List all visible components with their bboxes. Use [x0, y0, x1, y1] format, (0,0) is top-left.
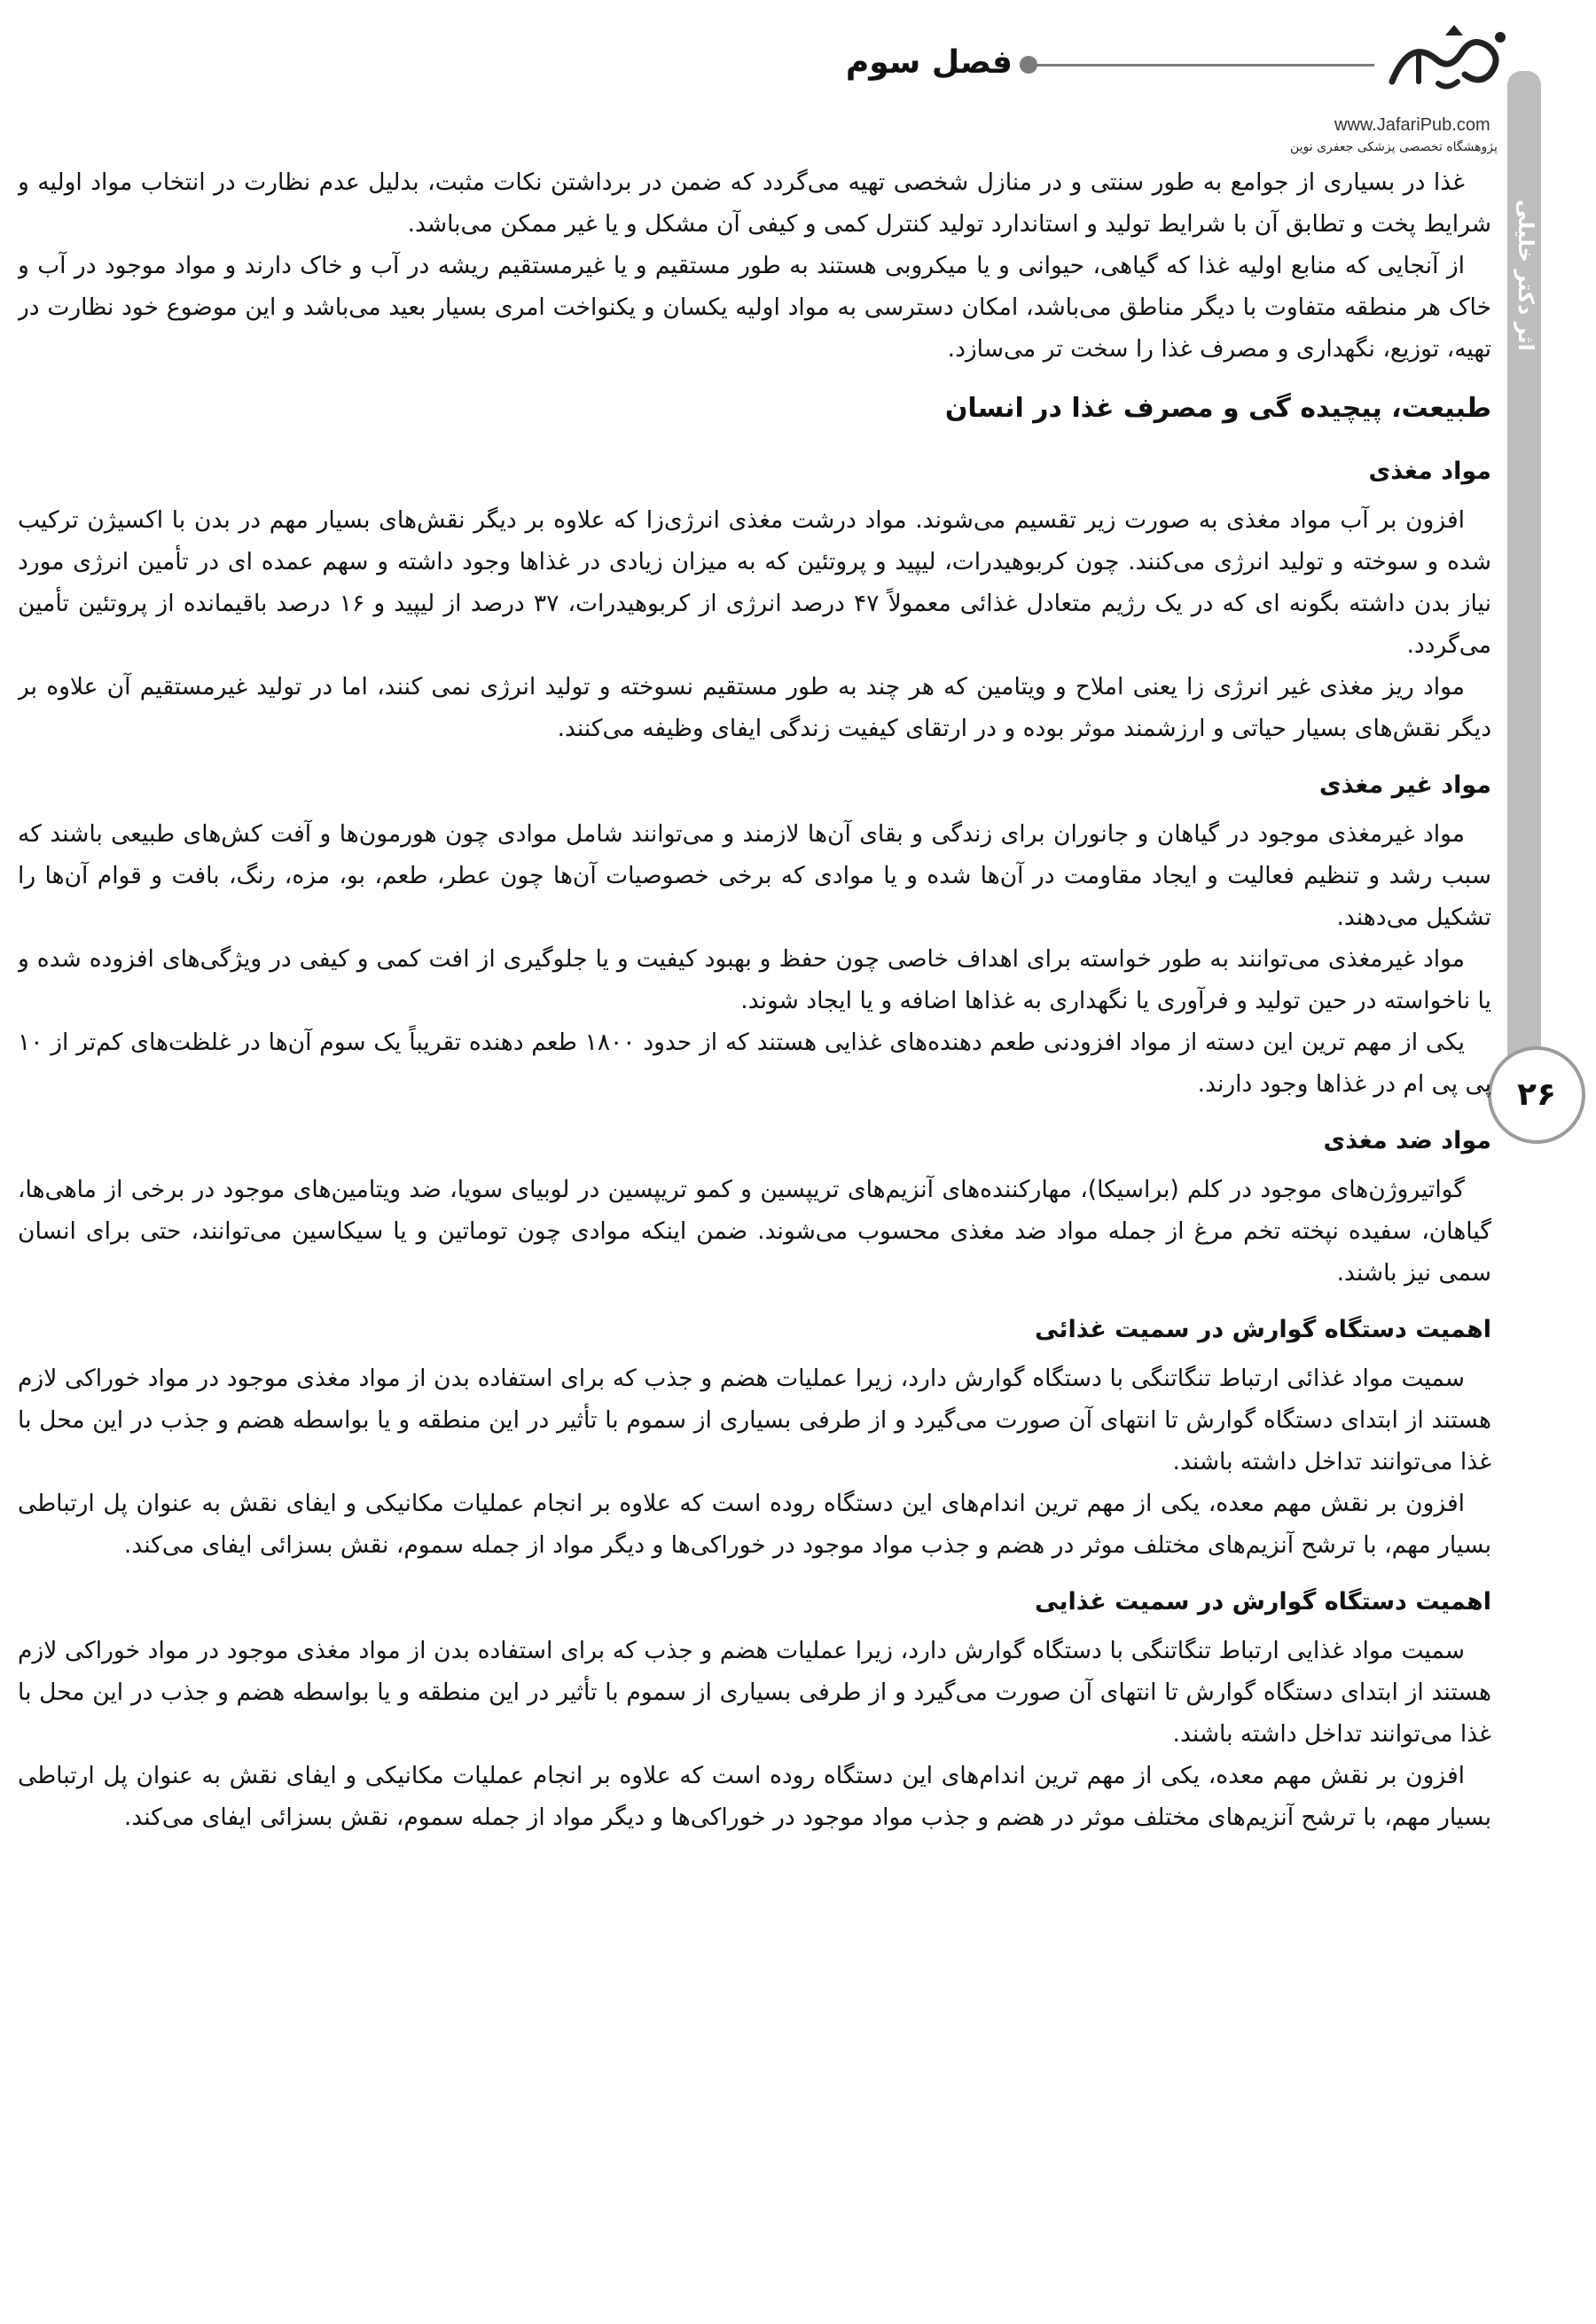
- paragraph: مواد غیرمغذی موجود در گیاهان و جانوران برای زندگی و بقای آن‌ها لازمند و می‌توانند شامل موادی چون هورمون‌ها و آفت کش‌های طبیعی باشند که سبب رشد و تنظیم فعالیت و ایجاد مقاومت در آن‌ها شده و یا موادی که برخی خصوصیات آن‌ها چون عطر، طعم، بو، مزه، رنگ، بافت و قوام آن‌ها را تشکیل می‌دهند.: [18, 820, 1491, 931]
- site-url: www.JafariPub.com: [1334, 115, 1490, 135]
- paragraph: سمیت مواد غذائی ارتباط تنگاتنگی با دستگاه گوارش دارد، زیرا عملیات هضم و جذب که برای استفاده بدن از مواد مغذی موجود در مواد خوراکی لازم هستند از ابتدای دستگاه گوارش تا انتهای آن صورت می‌گیرد و از طرفی بسیاری از سموم با تأثیر در این منطقه و یا بواسطه هضم و جذب در این محل با غذا می‌توانند تداخل داشته باشند.: [18, 1365, 1491, 1475]
- publisher-logo: [1383, 20, 1516, 99]
- subsection-heading: مواد غیر مغذی: [1318, 771, 1491, 799]
- publisher-name: پژوهشگاه تخصصی پزشکی جعفری نوین: [1290, 140, 1498, 154]
- section-heading: طبیعت، پیچیده گی و مصرف غذا در انسان: [944, 393, 1491, 424]
- paragraph: یکی از مهم ترین این دسته از مواد افزودنی طعم دهنده‌های غذایی هستند که از حدود ۱۸۰۰ طعم دهنده تقریباً یک سوم آن‌ها در غلظت‌های کم‌تر از ۱۰ پی پی ام در غذاها وجود دارند.: [18, 1029, 1491, 1098]
- paragraph: سمیت مواد غذایی ارتباط تنگاتنگی با دستگاه گوارش دارد، زیرا عملیات هضم و جذب که برای استفاده بدن از مواد مغذی موجود در مواد خوراکی لازم هستند از ابتدای دستگاه گوارش تا انتهای آن صورت می‌گیرد و از طرفی بسیاری از سموم با تأثیر در این منطقه و یا بواسطه هضم و جذب در این محل با غذا می‌توانند تداخل داشته باشند.: [18, 1637, 1491, 1748]
- page-header: [0, 0, 1596, 168]
- paragraph: از آنجایی که منابع اولیه غذا که گیاهی، حیوانی و یا میکروبی هستند به طور مستقیم و یا غیرمستقیم ریشه در آب و خاک دارند و مواد موجود در آب و خاک هر منطقه متفاوت با دیگر مناطق می‌باشد، امکان دسترسی به مواد اولیه یکسان و یکنواخت امری بسیار بعید می‌باشد و این موضوع خود نظارت در تهیه، توزیع، نگهداری و مصرف غذا را سخت تر می‌سازد.: [18, 252, 1491, 363]
- header-rule-dot: [1020, 56, 1037, 74]
- subsection-heading: مواد مغذی: [1368, 458, 1491, 485]
- subsection-heading: مواد ضد مغذی: [1323, 1127, 1491, 1154]
- page-number: ۲۶: [1517, 1076, 1556, 1113]
- header-rule: [1029, 64, 1374, 67]
- paragraph: افزون بر آب مواد مغذی به صورت زیر تقسیم می‌شوند. مواد درشت مغذی انرژی‌زا که علاوه بر دیگر نقش‌های بسیار مهم در بدن با اکسیژن ترکیب شده و سوخته و تولید انرژی می‌کنند. چون کربوهیدرات، لیپید و پروتئین که به میزان زیادی در غذاها وجود داشته و سهم عمده ای در تأمین انرژی مورد نیاز بدن داشته بگونه ای که در یک رژیم متعادل غذائی معمولاً ۴۷ درصد انرژی از کربوهیدرات، ۳۷ درصد از لیپید و ۱۶ درصد باقیمانده از پروتئین تأمین می‌گردد.: [18, 506, 1491, 659]
- page-body: [18, 161, 1491, 2316]
- paragraph: مواد غیرمغذی می‌توانند به طور خواسته برای اهداف خاصی چون حفظ و بهبود کیفیت و یا جلوگیری از افت کمی و کیفی در ویژگی‌های افزوده شده و یا ناخواسته در حین تولید و فرآوری یا نگهداری به غذاها اضافه و یا ایجاد شوند.: [18, 945, 1491, 1014]
- paragraph: مواد ریز مغذی غیر انرژی زا یعنی املاح و ویتامین که هر چند به طور مستقیم نسوخته و تولید انرژی نمی کنند، اما در تولید غیرمستقیم آن علاوه بر دیگر نقش‌های بسیار حیاتی و ارزشمند موثر بوده و در ارتقای کیفیت زندگی ایفای وظیفه می‌کنند.: [18, 673, 1491, 742]
- paragraph: گواتیروژن‌های موجود در کلم (براسیکا)، مهارکننده‌های آنزیم‌های تریپسین و کمو تریپسین در لوبیای سویا، ضد ویتامین‌های موجود در برخی از ماهی‌ها، گیاهان، سفیده نپخته تخم مرغ از جمله مواد ضد مغذی محسوب می‌شوند. ضمن اینکه موادی چون توماتین و یا سیکاسین می‌توانند، حتی برای انسان سمی نیز باشند.: [18, 1176, 1491, 1287]
- subsection-heading: اهمیت دستگاه گوارش در سمیت غذائی: [1035, 1316, 1491, 1343]
- paragraph: افزون بر نقش مهم معده، یکی از مهم ترین اندام‌های این دستگاه روده است که علاوه بر انجام عملیات مکانیکی و ایفای نقش به عنوان پل ارتباطی بسیار مهم، با ترشح آنزیم‌های مختلف موثر در هضم و جذب مواد موجود در خوراکی‌ها و دیگر مواد از جمله سموم، نقش بسزائی ایفای می‌کند.: [18, 1762, 1491, 1831]
- subsection-heading: اهمیت دستگاه گوارش در سمیت غذایی: [1035, 1588, 1491, 1616]
- author-credit: اثر دکتر خلیلی: [1514, 199, 1538, 351]
- chapter-title: فصل سوم: [845, 44, 1013, 81]
- paragraph: غذا در بسیاری از جوامع به طور سنتی و در منازل شخصی تهیه می‌گردد که ضمن در برداشتن نکات مثبت، بدلیل عدم نظارت در انتخاب مواد اولیه و شرایط پخت و تطابق آن با شرایط تولید و استاندارد تولید کنترل کمی و کیفی آن مشکل و یا غیر ممکن می‌باشد.: [18, 168, 1491, 238]
- paragraph: افزون بر نقش مهم معده، یکی از مهم ترین اندام‌های این دستگاه روده است که علاوه بر انجام عملیات مکانیکی و ایفای نقش به عنوان پل ارتباطی بسیار مهم، با ترشح آنزیم‌های مختلف موثر در هضم و جذب مواد موجود در خوراکی‌ها و دیگر مواد از جمله سموم، نقش بسزائی ایفای می‌کند.: [18, 1490, 1491, 1559]
